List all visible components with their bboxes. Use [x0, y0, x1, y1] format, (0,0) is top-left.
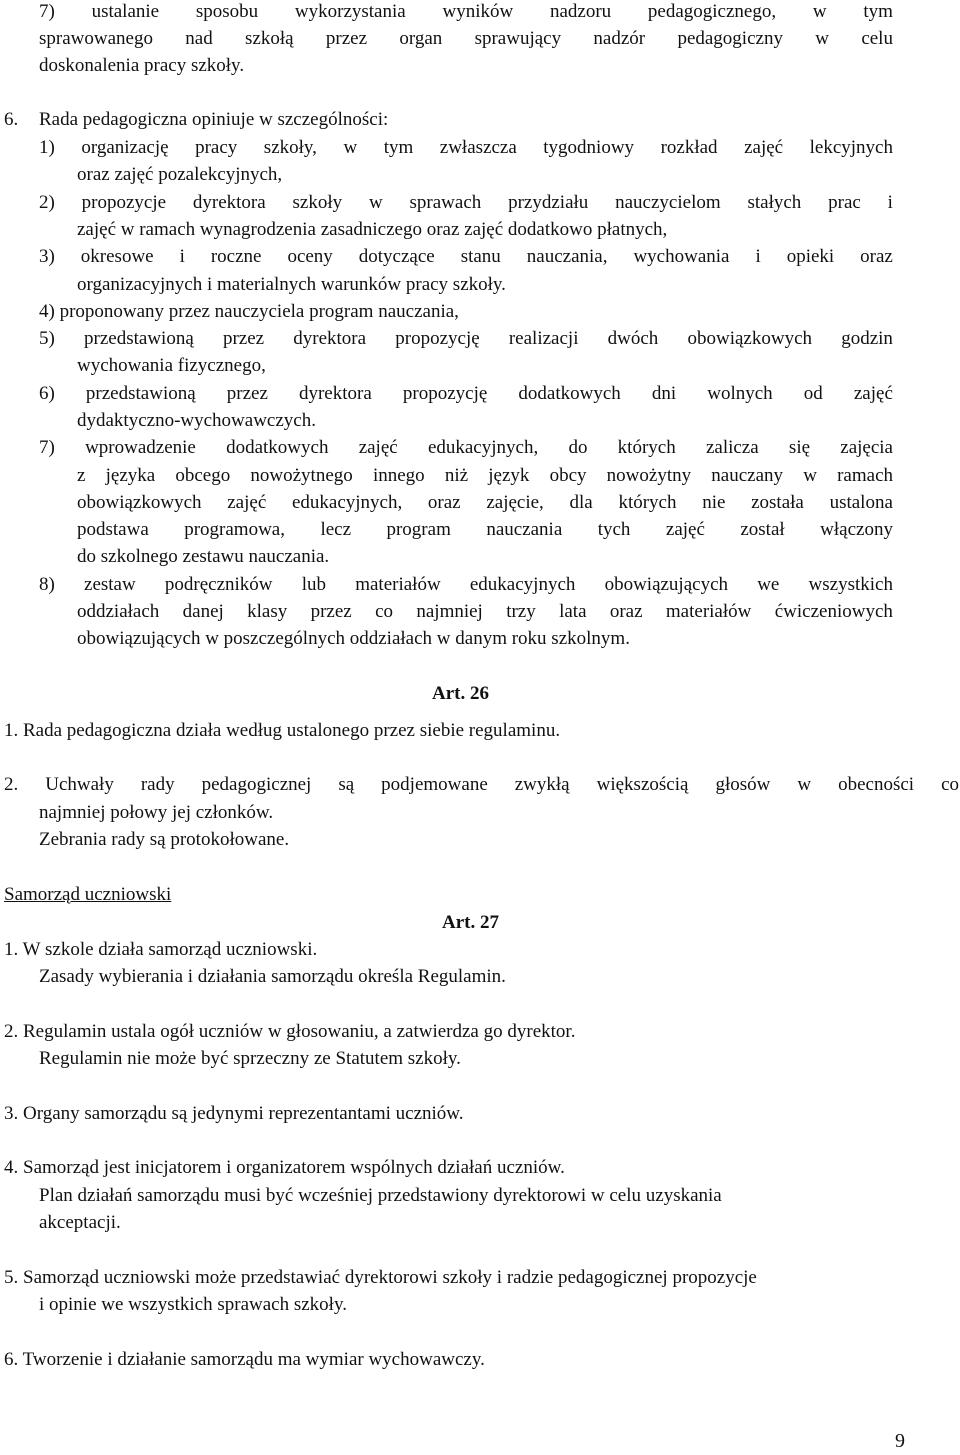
paragraph: 3. Organy samorządu są jedynymi reprezentantami uczniów.	[4, 1103, 464, 1124]
text-line: doskonalenia pracy szkoły.	[39, 55, 245, 76]
paragraph: Zasady wybierania i działania samorządu określa Regulamin.	[39, 966, 506, 987]
paragraph: 6. Tworzenie i działanie samorządu ma wymiar wychowawczy.	[4, 1349, 485, 1370]
list-item-line: organizacyjnych i materialnych warunków pracy szkoły.	[77, 274, 506, 295]
list-item-line: zajęć w ramach wynagrodzenia zasadniczego oraz zajęć dodatkowo płatnych,	[77, 219, 668, 240]
list-item-line: do szkolnego zestawu nauczania.	[77, 546, 330, 567]
paragraph: Plan działań samorządu musi być wcześniej przedstawiony dyrektorowi w celu uzyskania	[39, 1185, 722, 1206]
list-item-line: wychowania fizycznego,	[77, 355, 266, 376]
list-item-line: 2) propozycje dyrektora szkoły w sprawach przydziału nauczycielom stałych prac i	[39, 192, 893, 213]
list-item-line: 3) okresowe i roczne oceny dotyczące stanu nauczania, wychowania i opieki oraz	[39, 246, 893, 267]
list-item-line: obowiązkowych zajęć edukacyjnych, oraz zajęcie, dla których nie została ustalona	[77, 492, 893, 513]
list-item-line: z języka obcego nowożytnego innego niż język obcy nowożytny nauczany w ramach	[77, 465, 893, 486]
list-item-line: dydaktyczno-wychowawczych.	[77, 410, 316, 431]
paragraph: 4. Samorząd jest inicjatorem i organizatorem wspólnych działań uczniów.	[4, 1157, 565, 1178]
list-item-line: 4) proponowany przez nauczyciela program nauczania,	[39, 301, 459, 322]
paragraph: 5. Samorząd uczniowski może przedstawiać dyrektorowi szkoły i radzie pedagogicznej propozycje	[4, 1267, 757, 1288]
list-item-line: obowiązujących w poszczególnych oddziałach w danym roku szkolnym.	[77, 628, 630, 649]
list-item-line: 8) zestaw podręczników lub materiałów edukacyjnych obowiązujących we wszystkich	[39, 574, 893, 595]
list-item-line: podstawa programowa, lecz program nauczania tych zajęć został włączony	[77, 519, 893, 540]
paragraph: Regulamin nie może być sprzeczny ze Statutem szkoły.	[39, 1048, 461, 1069]
paragraph: 1. Rada pedagogiczna działa według ustalonego przez siebie regulaminu.	[4, 720, 561, 741]
list-item-line: 1) organizację pracy szkoły, w tym zwłaszcza tygodniowy rozkład zajęć lekcyjnych	[39, 137, 893, 158]
text-line: 7) ustalanie sposobu wykorzystania wyników nadzoru pedagogicznego, w tym	[39, 1, 893, 22]
section-intro: Rada pedagogiczna opiniuje w szczególności:	[39, 109, 389, 130]
paragraph: akceptacji.	[39, 1212, 121, 1233]
paragraph: 2. Regulamin ustala ogół uczniów w głosowaniu, a zatwierdza go dyrektor.	[4, 1021, 576, 1042]
paragraph: i opinie we wszystkich sprawach szkoły.	[39, 1294, 347, 1315]
paragraph: 1. W szkole działa samorząd uczniowski.	[4, 939, 318, 960]
list-item-line: 6) przedstawioną przez dyrektora propozycję dodatkowych dni wolnych od zajęć	[39, 383, 893, 404]
section-number: 6.	[4, 109, 19, 130]
article-heading: Art. 27	[442, 912, 499, 933]
list-item-line: oraz zajęć pozalekcyjnych,	[77, 164, 283, 185]
paragraph: 2. Uchwały rady pedagogicznej są podjemowane zwykłą większością głosów w obecności co	[4, 774, 959, 795]
section-title: Samorząd uczniowski	[4, 884, 172, 905]
page-number: 9	[895, 1430, 905, 1452]
list-item-line: 5) przedstawioną przez dyrektora propozycję realizacji dwóch obowiązkowych godzin	[39, 328, 893, 349]
text-line: sprawowanego nad szkołą przez organ sprawujący nadzór pedagogiczny w celu	[39, 28, 893, 49]
paragraph: Zebrania rady są protokołowane.	[39, 829, 290, 850]
list-item-line: 7) wprowadzenie dodatkowych zajęć edukacyjnych, do których zalicza się zajęcia	[39, 437, 893, 458]
paragraph: najmniej połowy jej członków.	[39, 802, 274, 823]
article-heading: Art. 26	[432, 683, 489, 704]
list-item-line: oddziałach danej klasy przez co najmniej trzy lata oraz materiałów ćwiczeniowych	[77, 601, 893, 622]
